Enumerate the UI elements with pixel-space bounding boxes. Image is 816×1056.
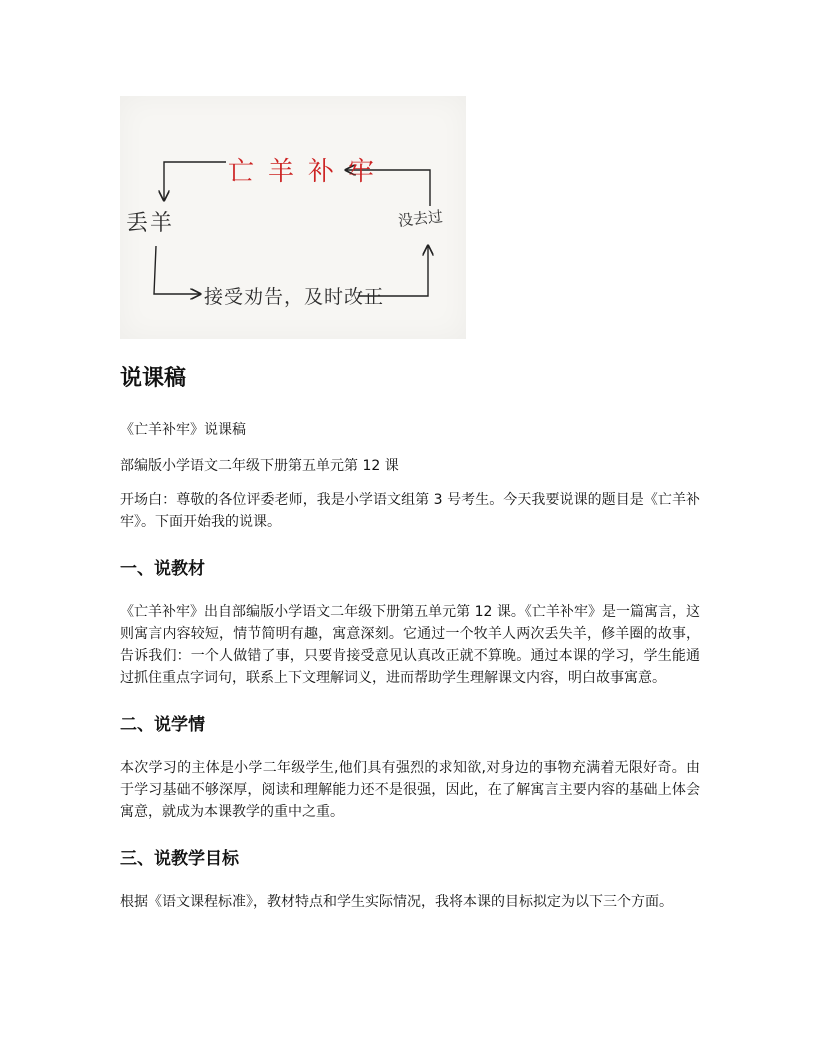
section-text-textbook: 《亡羊补牢》出自部编版小学语文二年级下册第五单元第 12 课。《亡羊补牢》是一篇寓言，这则寓言内容较短，情节简明有趣，寓意深刻。它通过一个牧羊人两次丢失羊，修羊圈的故事，告诉我们：一个人做错了事，只要肯接受意见认真改正就不算晚。通过本课的学习，学生能通过抓住重点字词句，联系上下文理解词义，进而帮助学生理解课文内容，明白故事寓意。 xyxy=(120,604,700,686)
grade-info: 部编版小学语文二年级下册第五单元第 12 课 xyxy=(120,458,399,474)
diagram-bottom-text: 接受劝告，及时改正 xyxy=(204,286,385,308)
document-page xyxy=(120,96,700,913)
diagram-right-text: 没去过 xyxy=(397,207,444,230)
diagram-title-text: 亡羊补牢 xyxy=(228,157,389,187)
section-heading-textbook: 一、说教材 xyxy=(120,559,205,579)
section-text-students: 本次学习的主体是小学二年级学生,他们具有强烈的求知欲,对身边的事物充满着无限好奇。由于学习基础不够深厚，阅读和理解能力还不是很强，因此，在了解寓言主要内容的基础上体会寓意，就成为本课教学的重中之重。 xyxy=(120,760,700,820)
arrow-bottom-left xyxy=(154,246,200,294)
document-title: 说课稿 xyxy=(120,366,187,391)
section-text-objectives: 根据《语文课程标准》，教材特点和学生实际情况，我将本课的目标拟定为以下三个方面。 xyxy=(120,894,673,910)
diagram-left-text: 丢羊 xyxy=(126,211,175,236)
lesson-subtitle: 《亡羊补牢》说课稿 xyxy=(120,422,246,438)
arrow-top-left xyxy=(164,162,226,200)
handwritten-diagram-photo xyxy=(120,96,466,339)
opening-paragraph: 开场白：尊敬的各位评委老师，我是小学语文组第 3 号考生。今天我要说课的题目是《亡羊补牢》。下面开始我的说课。 xyxy=(120,492,700,530)
section-heading-objectives: 三、说教学目标 xyxy=(120,849,239,869)
section-heading-students: 二、说学情 xyxy=(120,715,205,735)
